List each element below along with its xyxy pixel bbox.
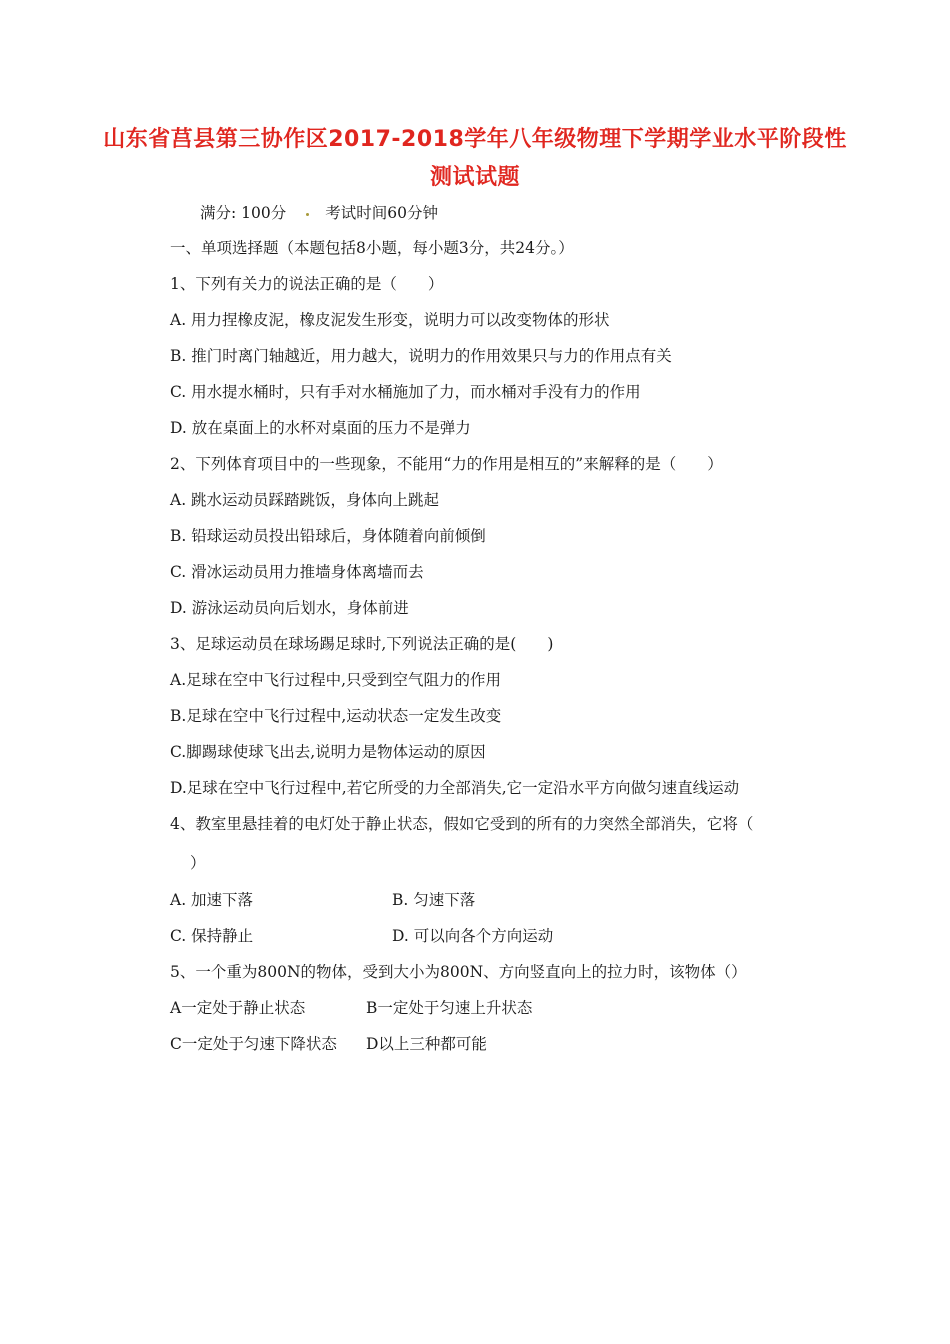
question-4-options-row1	[170, 890, 770, 910]
question-5-option-b: B一定处于匀速上升状态	[366, 999, 533, 1017]
question-1-option-b: B. 推门时离门轴越近，用力越大，说明力的作用效果只与力的作用点有关	[170, 347, 672, 365]
document-title-line2: 测试试题	[429, 165, 520, 190]
question-4-option-d: D. 可以向各个方向运动	[392, 927, 554, 945]
dot-mark	[306, 213, 309, 216]
question-4-option-b: B. 匀速下落	[392, 891, 476, 909]
question-3-option-d: D.足球在空中飞行过程中,若它所受的力全部消失,它一定沿水平方向做匀速直线运动	[170, 779, 740, 797]
question-2-option-d: D. 游泳运动员向后划水，身体前进	[170, 599, 409, 617]
question-5-option-c: C一定处于匀速下降状态	[170, 1035, 337, 1053]
question-2-option-a: A. 跳水运动员踩踏跳饭，身体向上跳起	[170, 491, 440, 509]
question-3-option-a: A.足球在空中飞行过程中,只受到空气阻力的作用	[170, 671, 502, 689]
question-4-stem-continued: ）	[190, 854, 206, 872]
full-score: 满分: 100分	[200, 204, 287, 222]
question-5-option-d: D以上三种都可能	[366, 1035, 487, 1053]
question-2-option-b: B. 铅球运动员投出铅球后，身体随着向前倾倒	[170, 527, 486, 545]
question-1-option-a: A. 用力捏橡皮泥，橡皮泥发生形变，说明力可以改变物体的形状	[170, 311, 610, 329]
question-4-stem: 4、教室里悬挂着的电灯处于静止状态，假如它受到的所有的力突然全部消失，它将（	[170, 815, 754, 833]
question-1-stem: 1、下列有关力的说法正确的是（ ）	[170, 275, 444, 293]
document-title-line1: 山东省莒县第三协作区2017-2018学年八年级物理下学期学业水平阶段性	[103, 127, 847, 152]
question-4-option-a: A. 加速下落	[170, 891, 254, 909]
section-heading: 一、单项选择题（本题包括8小题，每小题3分，共24分。）	[170, 239, 574, 257]
question-3-option-b: B.足球在空中飞行过程中,运动状态一定发生改变	[170, 707, 502, 725]
exam-time: 考试时间60分钟	[325, 204, 438, 222]
question-3-option-c: C.脚踢球使球飞出去,说明力是物体运动的原因	[170, 743, 486, 761]
question-1-option-c: C. 用水提水桶时，只有手对水桶施加了力，而水桶对手没有力的作用	[170, 383, 641, 401]
question-5-options-row2	[170, 1034, 770, 1054]
exam-meta	[200, 203, 438, 223]
question-5-stem: 5、一个重为800N的物体，受到大小为800N、方向竖直向上的拉力时，该物体（）	[170, 963, 747, 981]
question-4-options-row2	[170, 926, 770, 946]
question-4-option-c: C. 保持静止	[170, 927, 254, 945]
question-1-option-d: D. 放在桌面上的水杯对桌面的压力不是弹力	[170, 419, 471, 437]
question-3-stem: 3、足球运动员在球场踢足球时,下列说法正确的是( )	[170, 635, 554, 653]
question-5-options-row1	[170, 998, 770, 1018]
question-5-option-a: A一定处于静止状态	[170, 999, 306, 1017]
question-2-stem: 2、下列体育项目中的一些现象，不能用“力的作用是相互的”来解释的是（ ）	[170, 455, 723, 473]
question-2-option-c: C. 滑冰运动员用力推墙身体离墙而去	[170, 563, 424, 581]
